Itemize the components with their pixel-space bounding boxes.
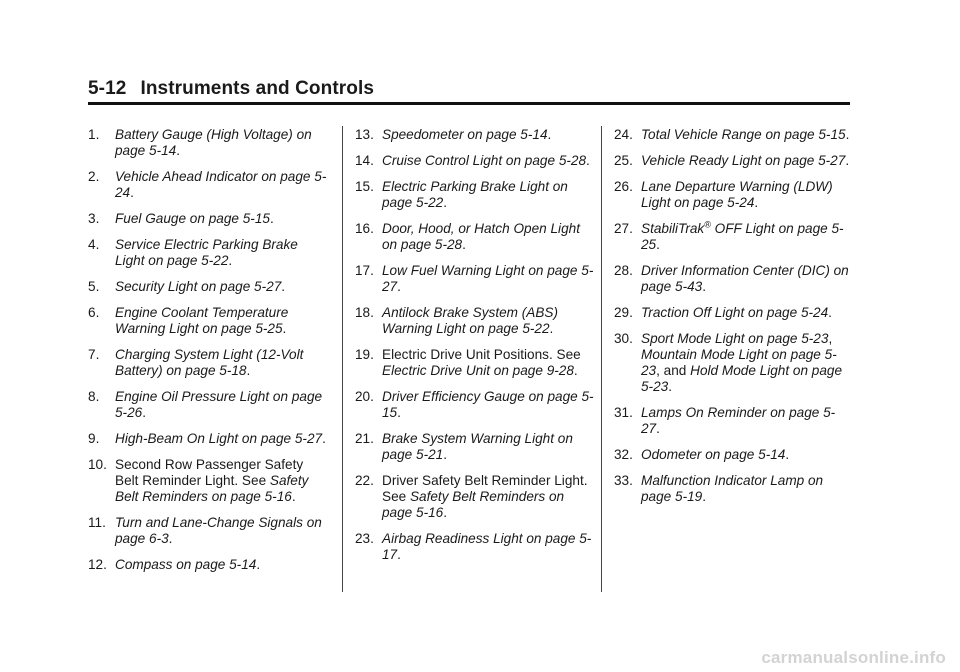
- item-link-part: OFF Light on page 5-25: [641, 221, 844, 252]
- item-link-text: Turn and Lane-Change Signals on page 6-3: [115, 515, 322, 546]
- item-link-text: Safety Belt Reminders on page 5-16: [382, 489, 565, 520]
- item-link-text: Antilock Brake System (ABS) Warning Light on page 5-22: [382, 305, 559, 336]
- list-item: 9 . High-Beam On Light on page 5-27.: [88, 431, 328, 447]
- list-item: 15 . Electric Parking Brake Light on page 5-22.: [355, 179, 595, 211]
- list-item: 29 . Traction Off Light on page 5-24.: [614, 305, 854, 321]
- item-separator: ,: [828, 331, 833, 346]
- list-item: 12 . Compass on page 5-14.: [88, 557, 328, 573]
- item-link-text: Fuel Gauge on page 5-15: [115, 211, 270, 226]
- list-column-3: [614, 127, 854, 515]
- item-link-text: Compass on page 5-14: [115, 557, 257, 572]
- watermark: carmanualsonline.info: [761, 648, 946, 667]
- item-link-text: Low Fuel Warning Light on page 5-27: [382, 263, 594, 294]
- item-link-text: High-Beam On Light on page 5-27: [115, 431, 323, 446]
- item-text: Driver Safety Belt Reminder Light. See: [382, 473, 588, 504]
- item-link-text: Total Vehicle Range on page 5-15: [641, 127, 846, 142]
- item-link-text: Security Light on page 5-27: [115, 279, 282, 294]
- list-item: 33 . Malfunction Indicator Lamp on page 5-19.: [614, 473, 854, 505]
- list-column-2: [355, 127, 595, 573]
- item-link-text: Malfunction Indicator Lamp on page 5-19: [641, 473, 824, 504]
- list-item: 24 . Total Vehicle Range on page 5-15.: [614, 127, 854, 143]
- list-item: 14 . Cruise Control Light on page 5-28.: [355, 153, 595, 169]
- list-item: 5 . Security Light on page 5-27.: [88, 279, 328, 295]
- item-number: 24 .: [614, 127, 633, 143]
- column-divider: [342, 126, 343, 592]
- list-item: [355, 473, 595, 521]
- list-item: 2 . Vehicle Ahead Indicator on page 5-24.: [88, 169, 328, 201]
- list-item: 18 . Antilock Brake System (ABS) Warning Light on page 5-22.: [355, 305, 595, 337]
- item-number: 28 .: [614, 263, 633, 279]
- item-text: Second Row Passenger Safety Belt Reminder Light. See: [115, 457, 304, 488]
- item-link-text: Driver Efficiency Gauge on page 5-15: [382, 389, 594, 420]
- list-item: 17 . Low Fuel Warning Light on page 5-27.: [355, 263, 595, 295]
- item-link-text: Vehicle Ready Light on page 5-27: [641, 153, 846, 168]
- item-link-text: Speedometer on page 5-14: [382, 127, 548, 142]
- item-number: 30 .: [614, 331, 633, 347]
- item-number: 31 .: [614, 405, 633, 421]
- item-number: 6 .: [88, 305, 99, 321]
- list-item: 4 . Service Electric Parking Brake Light on page 5-22.: [88, 237, 328, 269]
- item-number: 26 .: [614, 179, 633, 195]
- item-number: 7 .: [88, 347, 99, 363]
- item-number: 32 .: [614, 447, 633, 463]
- item-link-text: Hold Mode Light on page 5-23: [641, 363, 843, 394]
- item-link-text: [641, 221, 844, 252]
- list-item: 13 . Speedometer on page 5-14.: [355, 127, 595, 143]
- list-column-1: [88, 127, 328, 583]
- list-item: 11 . Turn and Lane-Change Signals on page 6-3.: [88, 515, 328, 547]
- list-item: 3 . Fuel Gauge on page 5-15.: [88, 211, 328, 227]
- item-link-text: Lamps On Reminder on page 5-27: [641, 405, 836, 436]
- item-link-text: Service Electric Parking Brake Light on page 5-22: [115, 237, 298, 268]
- item-link-text: Electric Parking Brake Light on page 5-22: [382, 179, 568, 210]
- item-number: 10 .: [88, 457, 107, 473]
- list-item: [355, 347, 595, 379]
- item-number: 14 .: [355, 153, 374, 169]
- item-number: 18 .: [355, 305, 374, 321]
- item-number: 12 .: [88, 557, 107, 573]
- list-item: [614, 331, 854, 395]
- item-link-text: Lane Departure Warning (LDW) Light on page 5-24: [641, 179, 833, 210]
- list-item: 1 . Battery Gauge (High Voltage) on page 5-14.: [88, 127, 328, 159]
- list-item: 16 . Door, Hood, or Hatch Open Light on page 5-28.: [355, 221, 595, 253]
- item-number: 25 .: [614, 153, 633, 169]
- item-number: 17 .: [355, 263, 374, 279]
- item-number: 2 .: [88, 169, 99, 185]
- item-number: 27 .: [614, 221, 633, 237]
- item-link-text: Mountain Mode Light on page 5-23: [641, 347, 837, 378]
- page-header: [88, 78, 374, 100]
- item-number: 11 .: [88, 515, 106, 531]
- item-number: 20 .: [355, 389, 374, 405]
- list-item: 32 . Odometer on page 5-14.: [614, 447, 854, 463]
- header-rule: [88, 102, 850, 105]
- item-number: 15 .: [355, 179, 374, 195]
- item-link-text: Vehicle Ahead Indicator on page 5-24: [115, 169, 327, 200]
- list-item: 28 . Driver Information Center (DIC) on page 5-43.: [614, 263, 854, 295]
- list-item: 6 . Engine Coolant Temperature Warning Light on page 5-25.: [88, 305, 328, 337]
- item-link-text: Charging System Light (12-Volt Battery) on page 5-18: [115, 347, 304, 378]
- item-end: .: [291, 489, 296, 504]
- section-title: Instruments and Controls: [140, 78, 375, 99]
- item-separator: , and: [656, 363, 691, 378]
- list-item: 27 . StabiliTrak® OFF Light on page 5-25.: [614, 221, 854, 253]
- item-link-text: Odometer on page 5-14: [641, 447, 786, 462]
- list-item: 7 . Charging System Light (12-Volt Battery) on page 5-18.: [88, 347, 328, 379]
- item-link-text: Engine Oil Pressure Light on page 5-26: [115, 389, 323, 420]
- item-end: .: [668, 379, 672, 394]
- list-item: 21 . Brake System Warning Light on page 5-21.: [355, 431, 595, 463]
- list-item: 26 . Lane Departure Warning (LDW) Light on page 5-24.: [614, 179, 854, 211]
- item-link-text: Safety Belt Reminders on page 5-16: [115, 473, 309, 504]
- item-link-part: StabiliTrak: [641, 221, 705, 236]
- item-end: .: [443, 505, 448, 520]
- list-item: 23 . Airbag Readiness Light on page 5-17.: [355, 531, 595, 563]
- item-number: 9 .: [88, 431, 99, 447]
- page-number: 5-12: [88, 78, 127, 99]
- item-number: 3 .: [88, 211, 99, 227]
- list-item: 25 . Vehicle Ready Light on page 5-27.: [614, 153, 854, 169]
- item-link-text: Electric Drive Unit on page 9-28: [382, 363, 574, 378]
- list-item: [88, 457, 328, 505]
- item-link-text: Driver Information Center (DIC) on page 5-43: [641, 263, 849, 294]
- item-number: 19 .: [355, 347, 374, 363]
- list-item: 31 . Lamps On Reminder on page 5-27.: [614, 405, 854, 437]
- item-number: 33 .: [614, 473, 633, 489]
- item-link-text: Brake System Warning Light on page 5-21: [382, 431, 573, 462]
- item-number: 22 .: [355, 473, 374, 489]
- item-number: 5 .: [88, 279, 99, 295]
- item-number: 13 .: [355, 127, 374, 143]
- item-number: 21 .: [355, 431, 374, 447]
- item-text: Electric Drive Unit Positions. See: [382, 347, 581, 362]
- item-number: 8 .: [88, 389, 99, 405]
- item-end: .: [573, 363, 578, 378]
- item-number: 1 .: [88, 127, 99, 143]
- item-number: 16 .: [355, 221, 374, 237]
- item-link-text: Engine Coolant Temperature Warning Light on page 5-25: [115, 305, 289, 336]
- item-link-text: Battery Gauge (High Voltage) on page 5-14: [115, 127, 312, 158]
- item-link-text: Sport Mode Light on page 5-23: [641, 331, 829, 346]
- list-item: 20 . Driver Efficiency Gauge on page 5-15.: [355, 389, 595, 421]
- item-number: 4 .: [88, 237, 99, 253]
- item-link-text: Door, Hood, or Hatch Open Light on page 5-28: [382, 221, 580, 252]
- registered-mark: ®: [704, 219, 711, 230]
- item-link-text: Cruise Control Light on page 5-28: [382, 153, 587, 168]
- item-link-text: Traction Off Light on page 5-24: [641, 305, 829, 320]
- item-number: 23 .: [355, 531, 374, 547]
- list-item: 8 . Engine Oil Pressure Light on page 5-26.: [88, 389, 328, 421]
- item-number: 29 .: [614, 305, 633, 321]
- item-link-text: Airbag Readiness Light on page 5-17: [382, 531, 592, 562]
- column-divider: [601, 126, 602, 592]
